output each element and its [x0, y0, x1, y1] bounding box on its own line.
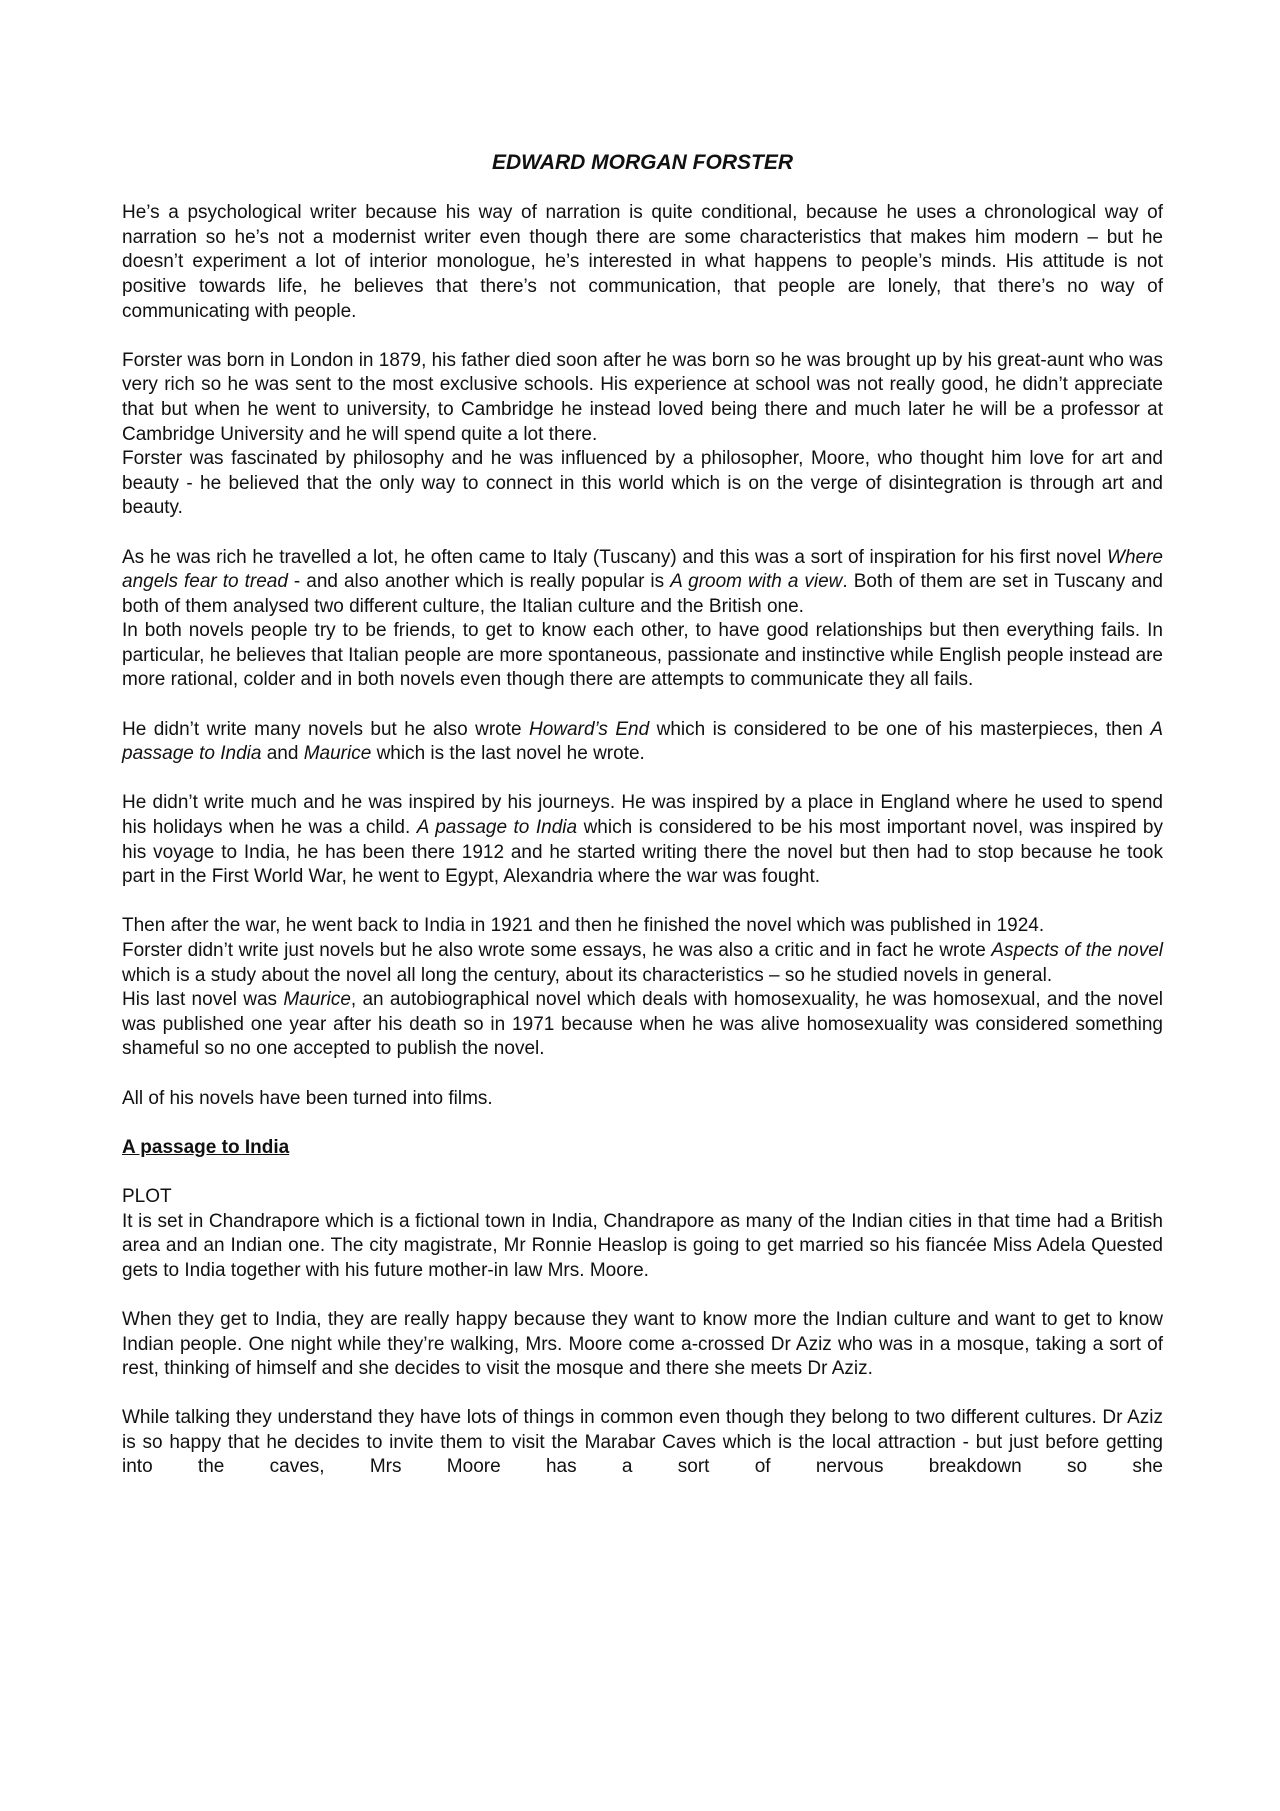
text-run: Forster didn’t write just novels but he also wrote some essays, he was also a critic and in fact he wrote: [122, 940, 992, 961]
novel-title: A passage to India: [416, 817, 578, 839]
document-title: EDWARD MORGAN FORSTER: [492, 151, 793, 174]
plot-label: PLOT: [122, 1185, 172, 1207]
text-run: He didn’t write many novels but he also wrote: [122, 718, 530, 740]
text-run: which is considered to be one of his masterpieces, then: [649, 718, 1151, 740]
text-run: His last novel was: [122, 989, 284, 1011]
novel-title: Howard’s End: [529, 718, 650, 740]
text-run: As he was rich he travelled a lot, he often came to Italy (Tuscany) and this was a sort of inspiration for his first novel: [122, 546, 1108, 568]
paragraph-novel-themes: In both novels people try to be friends, to get to know each other, to have good relationships but then everything fails. In particular, he believes that Italian people are more spontaneous, passionate and instinctive while English people instead are more rational, colder and in both novels even though there are attempts to communicate they all fails.: [122, 620, 1163, 691]
paragraph-plot-setting: It is set in Chandrapore which is a fictional town in India, Chandrapore as many of the Indian cities in that time had a British area and an Indian one. The city magistrate, Mr Ronnie Heaslop is going to get married so his fiancée Miss Adela Quested gets to India together with his future mother-in law Mrs. Moore.: [122, 1210, 1163, 1281]
paragraph-after-war: Then after the war, he went back to India in 1921 and then he finished the novel which was published in 1924.: [122, 915, 1045, 937]
section-heading: A passage to India: [122, 1136, 290, 1158]
paragraph-biography: Forster was born in London in 1879, his father died soon after he was born so he was brought up by his great-aunt who was very rich so he was sent to the most exclusive schools. His experience at school was not really good, he didn’t appreciate that but when he went to university, to Cambridge he instead loved being there and much later he will be a professor at Cambridge University and he will spend quite a lot there.: [122, 349, 1163, 445]
text-run: which is considered to be his most important novel, was inspired by his voyage to India, he has been there 1912 and he started writing there the novel but then had to stop because he took part in the First World War, he went to Egypt, Alexandria where the war was fought.: [122, 817, 1164, 888]
paragraph-last-novel: [122, 988, 1163, 1062]
text-run: He didn’t write much and he was inspired by his journeys. He was inspired by a place in England where he used to spend his holidays when he was a child.: [122, 792, 1163, 839]
text-run: which is a study about the novel all long the century, about its characteristics – so he studied novels in general.: [122, 964, 1053, 986]
novel-title: Maurice: [303, 743, 372, 765]
text-run: which is the last novel he wrote.: [371, 743, 645, 765]
novel-title: A groom with a view: [670, 571, 843, 593]
paragraph-films: All of his novels have been turned into films.: [122, 1087, 493, 1109]
novel-title: A passage to India: [122, 718, 1164, 765]
paragraph-italy-novels: [122, 546, 1163, 620]
novel-title: Maurice: [283, 989, 351, 1011]
paragraph-journeys: [122, 791, 1163, 889]
paragraph-plot-caves: While talking they understand they have lots of things in common even though they belong to two different cultures. Dr Aziz is so happy that he decides to invite them to visit the Marabar Caves which is the local attraction - but just before getting into the caves, Mrs Moore has a sort of nervous breakdown so she: [122, 1407, 1163, 1478]
paragraph-essays: [122, 939, 1163, 988]
text-run: and: [261, 743, 304, 765]
novel-title: Aspects of the novel: [991, 940, 1163, 961]
text-run: - and also another which is really popular is: [287, 571, 671, 593]
text-run: , an autobiographical novel which deals with homosexuality, he was homosexual, and the novel was published one year after his death so in 1971 because when he was alive homosexuality was considered something shameful so no one accepted to publish the novel.: [122, 989, 1163, 1060]
paragraph-intro: He’s a psychological writer because his way of narration is quite conditional, because he uses a chronological way of narration so he’s not a modernist writer even though there are some characteristics that makes him modern – but he doesn’t experiment a lot of interior monologue, he’s interested in what happens to people’s minds. His attitude is not positive towards life, he believes that there’s not communication, that people are lonely, that there’s no way of communicating with people.: [122, 202, 1163, 322]
paragraph-philosophy: Forster was fascinated by philosophy and he was influenced by a philosopher, Moore, who thought him love for art and beauty - he believed that the only way to connect in this world which is on the verge of disintegration is through art and beauty.: [122, 448, 1163, 519]
paragraph-plot-arrival: When they get to India, they are really happy because they want to know more the Indian culture and want to get to know Indian people. One night while they’re walking, Mrs. Moore come a-crossed Dr Aziz who was in a mosque, taking a sort of rest, thinking of himself and she decides to visit the mosque and there she meets Dr Aziz.: [122, 1308, 1163, 1380]
novel-title: Where angels fear to tread: [122, 546, 1163, 593]
paragraph-masterpieces: [122, 718, 1163, 767]
text-run: . Both of them are set in Tuscany and both of them analysed two different culture, the Italian culture and the British one.: [122, 571, 1164, 617]
